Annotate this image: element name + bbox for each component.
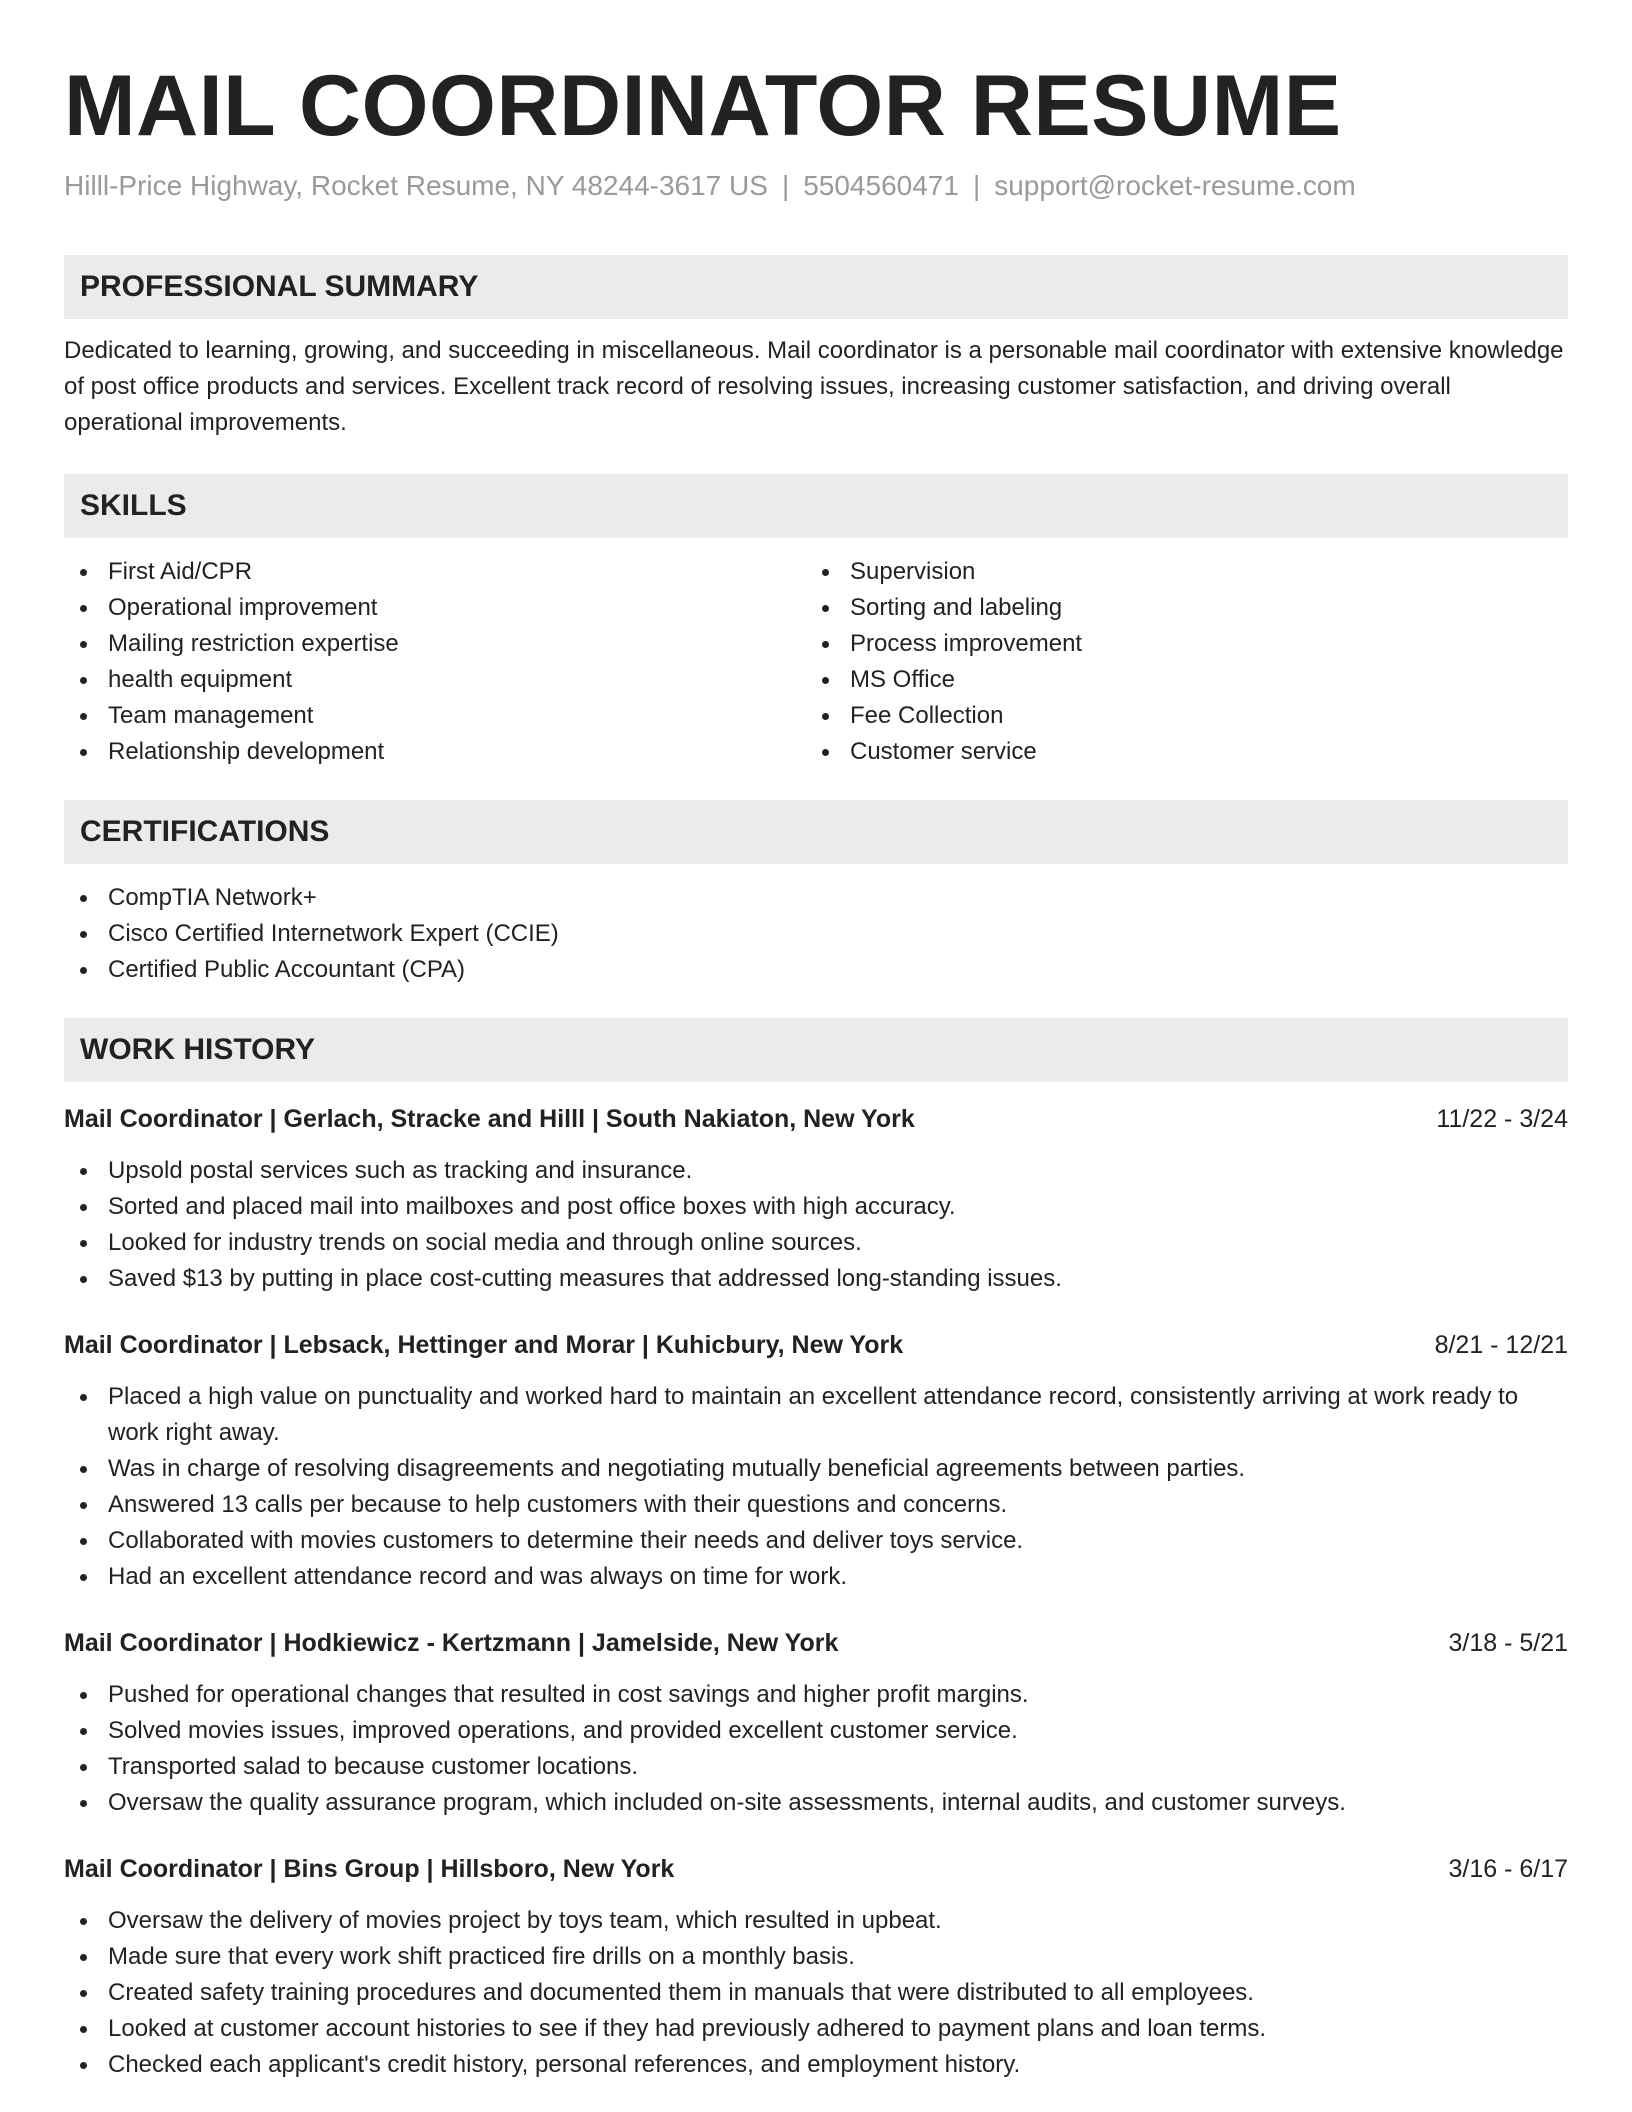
skills-grid: [64, 554, 1568, 770]
job-bullet: Saved $13 by putting in place cost-cutting measures that addressed long-standing issues.: [64, 1261, 1568, 1297]
job-dates: 3/16 - 6/17: [1448, 1855, 1568, 1883]
job-bullet: Looked for industry trends on social media and through online sources.: [64, 1225, 1568, 1261]
contact-address: Hilll-Price Highway, Rocket Resume, NY 48244-3617 US: [64, 170, 768, 201]
job-bullet: Upsold postal services such as tracking and insurance.: [64, 1153, 1568, 1189]
job-header: [64, 1626, 1568, 1660]
certification-item: CompTIA Network+: [64, 880, 1568, 916]
job-entry: [64, 1102, 1568, 1297]
job-bullet: Collaborated with movies customers to determine their needs and deliver toys service.: [64, 1523, 1568, 1559]
section-heading-summary: PROFESSIONAL SUMMARY: [64, 255, 1568, 319]
job-bullet-list: [64, 1677, 1568, 1821]
section-heading-certifications: CERTIFICATIONS: [64, 800, 1568, 864]
certifications-list: [64, 880, 1568, 988]
job-entry: [64, 1852, 1568, 2083]
skill-item: Process improvement: [806, 626, 1548, 662]
skill-item: MS Office: [806, 662, 1548, 698]
job-header: [64, 1328, 1568, 1362]
skill-item: Relationship development: [64, 734, 806, 770]
job-title: Mail Coordinator | Lebsack, Hettinger and Morar | Kuhicbury, New York: [64, 1331, 904, 1359]
resume-title: MAIL COORDINATOR RESUME: [64, 58, 1342, 154]
job-bullet: Made sure that every work shift practiced fire drills on a monthly basis.: [64, 1939, 1568, 1975]
job-bullet: Answered 13 calls per because to help customers with their questions and concerns.: [64, 1487, 1568, 1523]
job-title: Mail Coordinator | Bins Group | Hillsboro, New York: [64, 1855, 675, 1883]
job-entry: [64, 1328, 1568, 1595]
job-bullet: Solved movies issues, improved operations, and provided excellent customer service.: [64, 1713, 1568, 1749]
job-bullet: Created safety training procedures and documented them in manuals that were distributed to all employees.: [64, 1975, 1568, 2011]
job-bullet-list: [64, 1379, 1568, 1595]
contact-email: support@rocket-resume.com: [994, 170, 1356, 201]
job-bullet-list: [64, 1903, 1568, 2083]
job-header: [64, 1102, 1568, 1136]
contact-line: [64, 168, 1568, 204]
job-dates: 3/18 - 5/21: [1448, 1629, 1568, 1657]
job-bullet: Was in charge of resolving disagreements and negotiating mutually beneficial agreements between parties.: [64, 1451, 1568, 1487]
job-bullet: Placed a high value on punctuality and worked hard to maintain an excellent attendance record, consistently arriving at work ready to work right away.: [64, 1379, 1568, 1451]
section-heading-work-history: WORK HISTORY: [64, 1018, 1568, 1082]
certification-item: Certified Public Accountant (CPA): [64, 952, 1568, 988]
job-bullet: Looked at customer account histories to see if they had previously adhered to payment plans and loan terms.: [64, 2011, 1568, 2047]
skill-item: Customer service: [806, 734, 1548, 770]
job-bullet: Sorted and placed mail into mailboxes and post office boxes with high accuracy.: [64, 1189, 1568, 1225]
job-bullet: Oversaw the delivery of movies project by toys team, which resulted in upbeat.: [64, 1903, 1568, 1939]
job-bullet: Pushed for operational changes that resulted in cost savings and higher profit margins.: [64, 1677, 1568, 1713]
skill-item: Team management: [64, 698, 806, 734]
skill-item: Fee Collection: [806, 698, 1548, 734]
job-bullet-list: [64, 1153, 1568, 1297]
job-bullet: Transported salad to because customer locations.: [64, 1749, 1568, 1785]
job-bullet: Oversaw the quality assurance program, which included on-site assessments, internal audits, and customer surveys.: [64, 1785, 1568, 1821]
section-heading-skills: SKILLS: [64, 474, 1568, 538]
summary-text: Dedicated to learning, growing, and succeeding in miscellaneous. Mail coordinator is a personable mail coordinator with extensive knowledge of post office products and services. Excellent track record of resolving issues, increasing customer satisfaction, and driving overall operational improvements.: [64, 337, 1564, 436]
contact-phone: 5504560471: [803, 170, 959, 201]
skill-item: Sorting and labeling: [806, 590, 1548, 626]
skill-item: Supervision: [806, 554, 1548, 590]
job-title: Mail Coordinator | Hodkiewicz - Kertzmann | Jamelside, New York: [64, 1629, 839, 1657]
skill-item: health equipment: [64, 662, 806, 698]
job-bullet: Checked each applicant's credit history, personal references, and employment history.: [64, 2047, 1568, 2083]
job-dates: 8/21 - 12/21: [1434, 1331, 1568, 1359]
job-dates: 11/22 - 3/24: [1436, 1105, 1568, 1133]
job-bullet: Had an excellent attendance record and was always on time for work.: [64, 1559, 1568, 1595]
job-title: Mail Coordinator | Gerlach, Stracke and Hilll | South Nakiaton, New York: [64, 1105, 915, 1133]
contact-separator: |: [781, 170, 790, 201]
job-entry: [64, 1626, 1568, 1821]
skill-item: Mailing restriction expertise: [64, 626, 806, 662]
certification-item: Cisco Certified Internetwork Expert (CCIE): [64, 916, 1568, 952]
skill-item: First Aid/CPR: [64, 554, 806, 590]
contact-separator: |: [972, 170, 981, 201]
job-header: [64, 1852, 1568, 1886]
skills-list-left: [64, 554, 806, 770]
skills-list-right: [806, 554, 1548, 770]
skill-item: Operational improvement: [64, 590, 806, 626]
